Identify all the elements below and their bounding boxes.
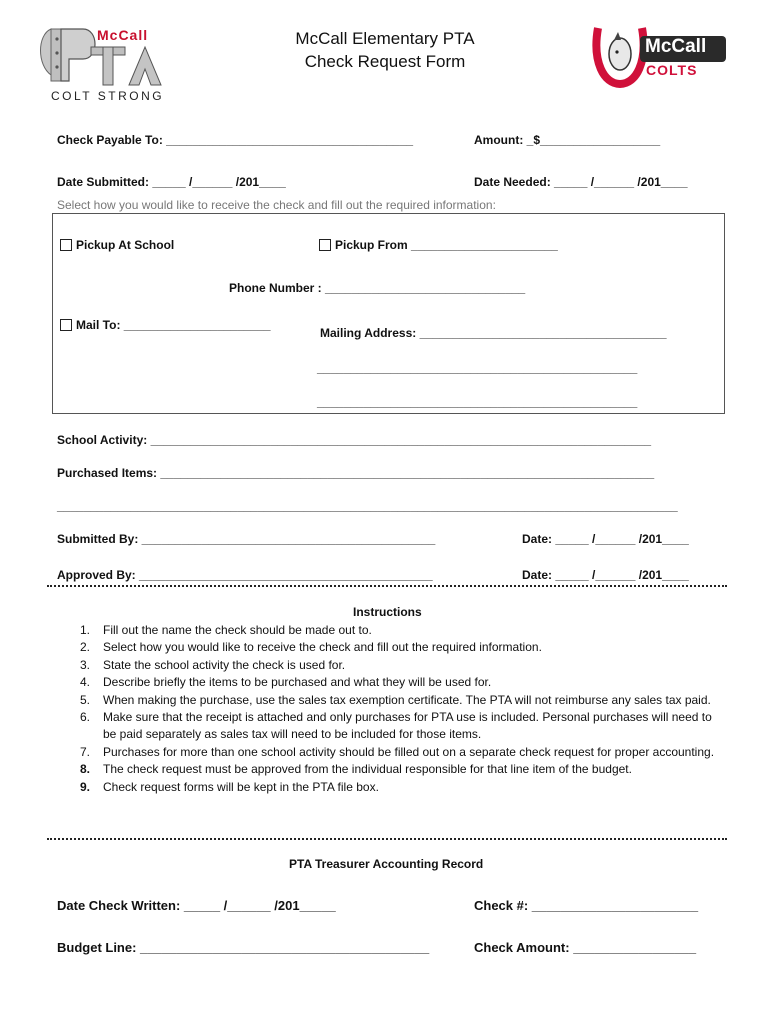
phone-number-field[interactable]: Phone Number : ______________________________: [229, 281, 526, 295]
instruction-item: 7. Purchases for more than one school activity should be filled out on a separate check request for proper accounting.: [80, 744, 715, 759]
date-check-written-field[interactable]: Date Check Written: _____ /______ /201_____: [57, 898, 336, 913]
submitted-by-field[interactable]: Submitted By: ____________________________________________: [57, 532, 436, 546]
mailing-address-line2[interactable]: ________________________________________________: [317, 361, 638, 375]
instructions-list: [80, 622, 720, 796]
purchased-items-line2[interactable]: _____________________________________________________________________________________________: [57, 499, 678, 513]
instruction-item: 4. Describe briefly the items to be purchased and what they will be used for.: [80, 675, 492, 690]
form-title: McCall Elementary PTA: [295, 29, 475, 48]
check-payable-field[interactable]: Check Payable To: _____________________________________: [57, 133, 414, 147]
check-amount-field[interactable]: Check Amount: _________________: [474, 940, 697, 955]
school-activity-field[interactable]: School Activity: ___________________________________________________________________________: [57, 433, 652, 447]
instructions-heading: Instructions: [353, 605, 422, 619]
budget-line-field[interactable]: Budget Line: ________________________________________: [57, 940, 430, 955]
approved-date-field[interactable]: Date: _____ /______ /201____: [522, 568, 689, 582]
pickup-school-label: Pickup At School: [76, 238, 175, 252]
select-hint: Select how you would like to receive the check and fill out the required information:: [57, 198, 496, 212]
pickup-from-option[interactable]: [319, 238, 558, 252]
check-number-field[interactable]: Check #: _______________________: [474, 898, 699, 913]
instruction-item: 2. Select how you would like to receive the check and fill out the required information.: [80, 640, 542, 655]
section-divider: [47, 838, 727, 840]
pickup-school-option[interactable]: [60, 238, 174, 252]
mail-to-checkbox[interactable]: [60, 319, 72, 331]
section-divider: [47, 585, 727, 587]
colts-logo-line1: McCall: [645, 36, 707, 57]
instruction-item: 8. The check request must be approved from the individual responsible for that line item of the budget.: [80, 762, 632, 777]
instruction-item: 6. Make sure that the receipt is attached and only purchases for PTA use is included. Personal purchases will need to be paid separately as sales tax will need to be included for those items.: [80, 710, 712, 742]
pta-logo: [37, 25, 187, 103]
instruction-item: 5. When making the purchase, use the sales tax exemption certificate. The PTA will not reimburse any sales tax paid.: [80, 692, 711, 707]
pickup-from-checkbox[interactable]: [319, 239, 331, 251]
instruction-item: 1. Fill out the name the check should be made out to.: [80, 623, 372, 637]
mailing-address-line3[interactable]: ________________________________________________: [317, 395, 638, 409]
instruction-item: 3. State the school activity the check is used for.: [80, 657, 346, 672]
treasurer-heading: PTA Treasurer Accounting Record: [289, 857, 484, 871]
date-submitted-field[interactable]: Date Submitted: _____ /______ /201____: [57, 175, 286, 189]
amount-field[interactable]: Amount: _$__________________: [474, 133, 661, 147]
colts-logo: [590, 22, 730, 90]
date-needed-field[interactable]: Date Needed: _____ /______ /201____: [474, 175, 688, 189]
form-subtitle: Check Request Form: [304, 52, 466, 71]
mail-to-label: Mail To: ______________________: [76, 318, 271, 332]
purchased-items-field[interactable]: Purchased Items: __________________________________________________________________________: [57, 466, 655, 480]
pta-logo-brand: McCall: [97, 27, 149, 43]
colts-logo-line2: COLTS: [646, 62, 698, 78]
instruction-item: 9. Check request forms will be kept in the PTA file box.: [80, 779, 379, 794]
mailing-address-field[interactable]: Mailing Address: _____________________________________: [320, 326, 667, 340]
submitted-date-field[interactable]: Date: _____ /______ /201____: [522, 532, 689, 546]
pickup-school-checkbox[interactable]: [60, 239, 72, 251]
pickup-from-label: Pickup From ______________________: [335, 238, 558, 252]
approved-by-field[interactable]: Approved By: ____________________________________________: [57, 568, 433, 582]
mail-to-option[interactable]: [60, 318, 271, 332]
pta-logo-tagline: COLT STRONG: [51, 89, 165, 103]
